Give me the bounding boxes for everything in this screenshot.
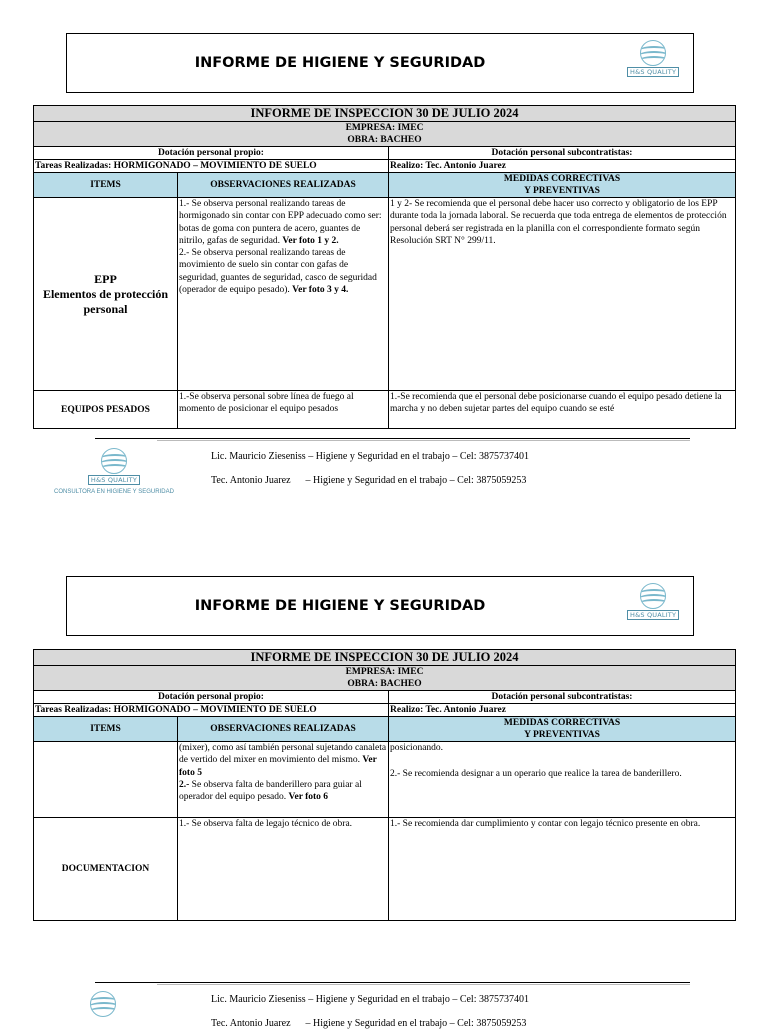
globe-icon [101,448,127,474]
dotacion-propio: Dotación personal propio: [34,147,389,160]
epp-obs-2-ref: Ver foto 3 y 4. [292,285,349,296]
col-observaciones: OBSERVACIONES REALIZADAS [178,173,389,198]
continuation-medidas [389,742,736,818]
equipos-label: EQUIPOS PESADOS [34,391,178,429]
col-medidas-line2: Y PREVENTIVAS [524,730,600,740]
col-medidas [389,173,736,198]
company-logo [627,40,679,77]
globe-icon [640,40,666,66]
cont-obs-1-ref: Ver foto 5 [179,755,377,778]
col-items: ITEMS [34,173,178,198]
epp-medida: 1 y 2- Se recomienda que el personal debe hacer uso correcto y obligatorio de los EPP durante toda la jornada laboral. Se recuerda que toda entrega de elementos de protección personal deberá ser registrada en la planilla con el correspondiente formato según Resolución SRT N° 299/11. [389,198,736,391]
globe-icon [90,991,116,1017]
cont-obs-2-ref: Ver foto 6 [288,792,329,803]
col-medidas-line1: MEDIDAS CORRECTIVAS [503,174,621,184]
globe-icon [640,583,666,609]
obra: OBRA: BACHEO [347,135,422,145]
epp-obs-1-ref: Ver foto 1 y 2. [282,235,339,246]
inspection-table [33,105,736,429]
dotacion-propio: Dotación personal propio: [34,691,389,704]
footer-contact-1: Lic. Mauricio Zieseniss – Higiene y Seguridad en el trabajo – Cel: 3875737401 [211,994,529,1005]
report-title: INFORME DE INSPECCION 30 DE JULIO 2024 [34,106,736,122]
epp-subtitle: Elementos de protección personal [42,286,169,316]
dotacion-sub: Dotación personal subcontratistas: [389,691,736,704]
logo-text: H&S QUALITY [88,475,140,485]
inspection-table [33,649,736,921]
cont-obs-2-num: 2.- [179,779,190,790]
page-header [66,576,694,636]
company-logo [627,583,679,620]
cont-obs-2: Se observa falta de banderillero para guiar al operador del equipo pesado. [179,779,362,803]
cont-medida-1: posicionando. [390,743,444,753]
logo-text: H&S QUALITY [627,67,679,77]
empresa: EMPRESA: IMEC [345,667,424,677]
cont-obs-1: (mixer), como así también personal sujetando canaleta de vertido del mixer en movimiento del mismo. [179,743,387,766]
col-items: ITEMS [34,717,178,742]
footer-logo [54,448,174,495]
col-observaciones: OBSERVACIONES REALIZADAS [178,717,389,742]
equipos-medida: 1.-Se recomienda que el personal debe posicionarse cuando el equipo pesado detiene la marcha y no deben sujetar partes del equipo cuando se esté [389,391,736,429]
header-title: INFORME DE HIGIENE Y SEGURIDAD [194,55,486,71]
page-header [66,33,694,93]
tareas-realizadas: Tareas Realizadas: HORMIGONADO – MOVIMIENTO DE SUELO [34,160,389,173]
tareas-realizadas: Tareas Realizadas: HORMIGONADO – MOVIMIENTO DE SUELO [34,704,389,717]
cont-medida-2: 2.- Se recomienda designar a un operario que realice la tarea de banderillero. [390,769,682,780]
company-info [34,122,736,147]
header-title: INFORME DE HIGIENE Y SEGURIDAD [194,598,486,614]
logo-tagline: CONSULTORA EN HIGIENE Y SEGURIDAD [54,489,174,495]
footer-logo [90,991,116,1017]
footer-contact-2: Tec. Antonio Juarez – Higiene y Seguridad en el trabajo – Cel: 3875059253 [211,1018,527,1029]
continuation-label [34,742,178,818]
report-title: INFORME DE INSPECCION 30 DE JULIO 2024 [34,650,736,666]
epp-obs-1: 1.- Se observa personal realizando tareas de hormigonado sin contar con EPP adecuado como ser: botas de goma con puntera de acero, guantes de nitrilo, gafas de seguridad. [179,199,382,246]
footer-contact-1: Lic. Mauricio Zieseniss – Higiene y Seguridad en el trabajo – Cel: 3875737401 [211,451,529,462]
documentacion-label: DOCUMENTACION [34,818,178,921]
realizo: Realizo: Tec. Antonio Juarez [389,704,736,717]
col-medidas-line2: Y PREVENTIVAS [524,186,600,196]
epp-observaciones [178,198,389,391]
footer-contact-2: Tec. Antonio Juarez – Higiene y Seguridad en el trabajo – Cel: 3875059253 [211,475,527,486]
documentacion-medida: 1.- Se recomienda dar cumplimiento y contar con legajo técnico presente en obra. [389,818,736,921]
realizo: Realizo: Tec. Antonio Juarez [389,160,736,173]
col-medidas [389,717,736,742]
col-medidas-line1: MEDIDAS CORRECTIVAS [503,718,621,728]
company-info [34,666,736,691]
footer-divider [95,438,690,439]
empresa: EMPRESA: IMEC [345,123,424,133]
documentacion-observacion: 1.- Se observa falta de legajo técnico de obra. [178,818,389,921]
epp-title: EPP [94,271,117,286]
equipos-observacion: 1.-Se observa personal sobre línea de fuego al momento de posicionar el equipo pesados [178,391,389,429]
logo-text: H&S QUALITY [627,610,679,620]
continuation-observaciones [178,742,389,818]
footer-divider [95,982,690,983]
dotacion-sub: Dotación personal subcontratistas: [389,147,736,160]
obra: OBRA: BACHEO [347,679,422,689]
epp-obs-2: 2.- Se observa personal realizando tareas de movimiento de suelo sin contar con gafas de seguridad, guantes de seguridad, casco de seguridad (operador de equipo pesado). [179,248,377,296]
epp-label [34,198,178,391]
